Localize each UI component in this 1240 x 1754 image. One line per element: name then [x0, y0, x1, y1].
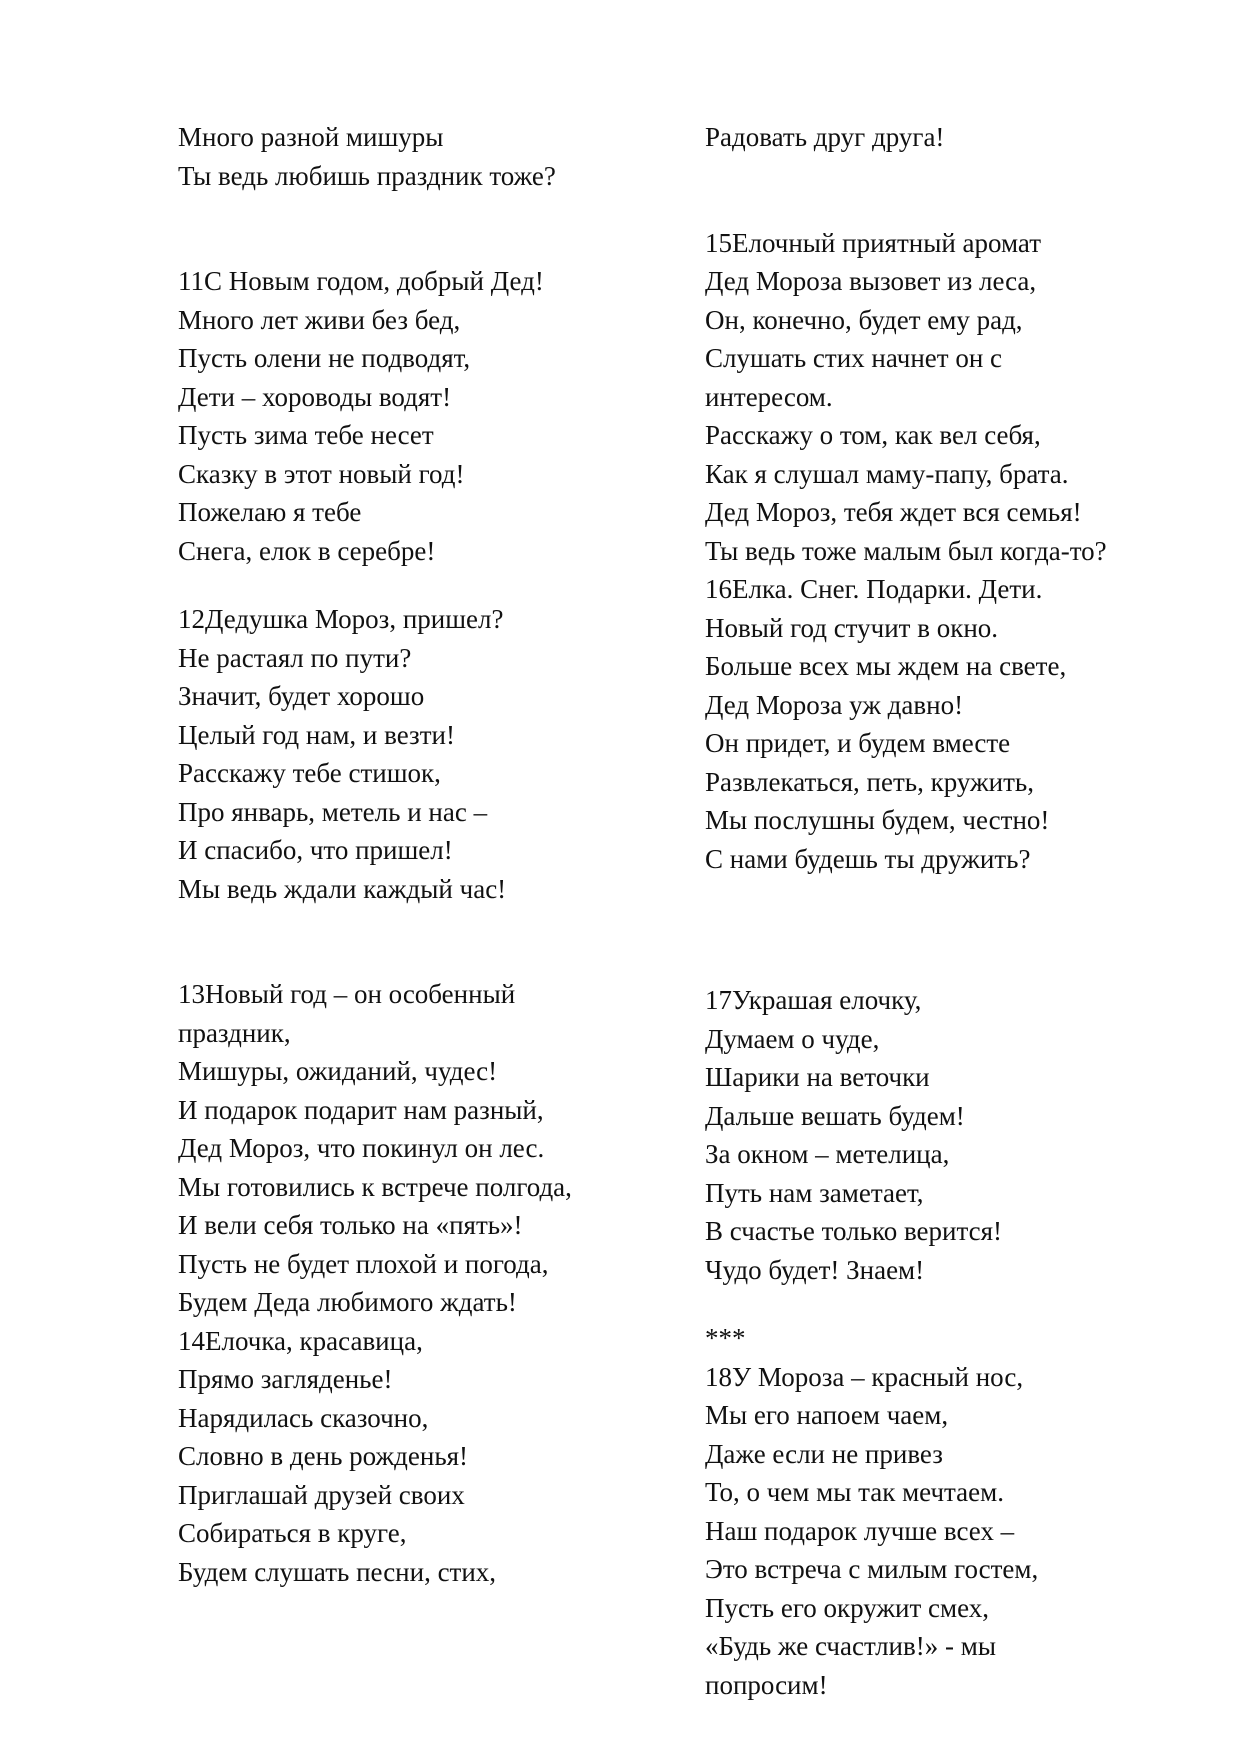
- poem-line: Новый год стучит в окно.: [705, 612, 999, 643]
- poem-line: И спасибо, что пришел!: [178, 835, 453, 865]
- stanza: [178, 975, 698, 1591]
- poem-line: Дед Мороз, тебя ждет вся семья!: [705, 497, 1082, 527]
- poem-line: Пожелаю я тебе: [178, 497, 362, 527]
- poem-line: В счастье только верится!: [705, 1216, 1003, 1246]
- poem-line: Пусть его окружит смех,: [705, 1592, 989, 1623]
- left-column: [178, 118, 698, 1591]
- stanza: [178, 262, 698, 570]
- poem-line: Мы готовились к встрече полгода,: [178, 1171, 572, 1202]
- poem-line: Он придет, и будем вместе: [705, 728, 1011, 758]
- poem-line: Нарядилась сказочно,: [178, 1402, 429, 1433]
- poem-line: Прямо загляденье!: [178, 1364, 393, 1394]
- poem-line: Много разной мишуры: [178, 122, 444, 152]
- poem-line: попросим!: [705, 1669, 828, 1700]
- poem-line: Целый год нам, и везти!: [178, 719, 455, 750]
- poem-line: Мы послушны будем, честно!: [705, 805, 1050, 835]
- poem-line: Шарики на веточки: [705, 1062, 930, 1092]
- poem-line: 17Украшая елочку,: [705, 985, 922, 1015]
- poem-line: Больше всех мы ждем на свете,: [705, 651, 1067, 681]
- poem-line: ***: [705, 1323, 746, 1353]
- poem-line: Думаем о чуде,: [705, 1023, 880, 1054]
- poem-line: И вели себя только на «пять»!: [178, 1210, 523, 1240]
- poem-line: 14Елочка, красавица,: [178, 1325, 423, 1356]
- stanza: [178, 600, 698, 908]
- poem-line: Дед Мороза уж давно!: [705, 689, 964, 720]
- poem-line: Собираться в круге,: [178, 1518, 407, 1548]
- poem-line: За окном – метелица,: [705, 1139, 950, 1169]
- poem-line: То, о чем мы так мечтаем.: [705, 1477, 1004, 1507]
- poem-line: 13Новый год – он особенный: [178, 979, 516, 1009]
- stanza: [705, 981, 1225, 1289]
- poem-line: Дети – хороводы водят!: [178, 381, 452, 412]
- poem-line: Про январь, метель и нас –: [178, 796, 488, 827]
- poem-line: интересом.: [705, 381, 833, 412]
- stanza: [705, 1319, 1225, 1704]
- poem-line: Пусть олени не подводят,: [178, 343, 471, 373]
- poem-line: Мы ведь ждали каждый час!: [178, 873, 507, 904]
- poem-line: праздник,: [178, 1017, 291, 1048]
- stanza: [705, 224, 1225, 571]
- poem-line: 12Дедушка Мороз, пришел?: [178, 604, 504, 634]
- poem-line: Дед Мороз, что покинул он лес.: [178, 1133, 545, 1163]
- poem-line: Как я слушал маму-папу, брата.: [705, 458, 1069, 489]
- poem-line: Значит, будет хорошо: [178, 681, 425, 711]
- poem-line: Мы его напоем чаем,: [705, 1400, 949, 1430]
- poem-line: Мишуры, ожиданий, чудес!: [178, 1056, 498, 1086]
- poem-line: С нами будешь ты дружить?: [705, 843, 1031, 874]
- poem-line: Расскажу тебе стишок,: [178, 758, 441, 788]
- poem-line: 15Елочный приятный аромат: [705, 227, 1041, 258]
- poem-line: Сказку в этот новый год!: [178, 458, 465, 489]
- stanza: [178, 118, 698, 195]
- right-column: [705, 118, 1225, 1704]
- poem-line: Словно в день рожденья!: [178, 1441, 469, 1471]
- poem-line: Дальше вешать будем!: [705, 1100, 965, 1131]
- poem-line: Не растаял по пути?: [178, 642, 412, 673]
- stanza: [705, 570, 1225, 878]
- poem-line: Путь нам заметает,: [705, 1177, 924, 1208]
- poem-line: Это встреча с милым гостем,: [705, 1554, 1039, 1584]
- poem-line: Будем слушать песни, стих,: [178, 1556, 497, 1587]
- poem-line: 18У Мороза – красный нос,: [705, 1361, 1024, 1392]
- poem-line: «Будь же счастлив!» - мы: [705, 1631, 996, 1661]
- poem-line: Ты ведь тоже малым был когда-то?: [705, 535, 1107, 566]
- poem-line: Пусть не будет плохой и погода,: [178, 1248, 549, 1279]
- poem-line: 11С Новым годом, добрый Дед!: [178, 266, 544, 296]
- poem-line: Слушать стих начнет он с: [705, 343, 1002, 373]
- poem-line: Ты ведь любишь праздник тоже?: [178, 160, 556, 191]
- poem-line: Дед Мороза вызовет из леса,: [705, 266, 1037, 296]
- poem-line: И подарок подарит нам разный,: [178, 1094, 544, 1125]
- poem-line: Радовать друг друга!: [705, 122, 945, 152]
- poem-line: Много лет живи без бед,: [178, 304, 461, 335]
- poem-line: Развлекаться, петь, кружить,: [705, 766, 1034, 797]
- poem-line: Даже если не привез: [705, 1438, 943, 1469]
- poem-line: Расскажу о том, как вел себя,: [705, 420, 1041, 450]
- poem-line: Снега, елок в серебре!: [178, 535, 436, 566]
- poem-line: Приглашай друзей своих: [178, 1479, 465, 1510]
- poem-line: Он, конечно, будет ему рад,: [705, 304, 1023, 335]
- poem-line: Чудо будет! Знаем!: [705, 1254, 925, 1285]
- poem-line: Наш подарок лучше всех –: [705, 1515, 1015, 1546]
- poem-line: Будем Деда любимого ждать!: [178, 1287, 517, 1317]
- poem-line: Пусть зима тебе несет: [178, 420, 434, 450]
- poem-line: 16Елка. Снег. Подарки. Дети.: [705, 574, 1043, 604]
- stanza: [705, 118, 1225, 157]
